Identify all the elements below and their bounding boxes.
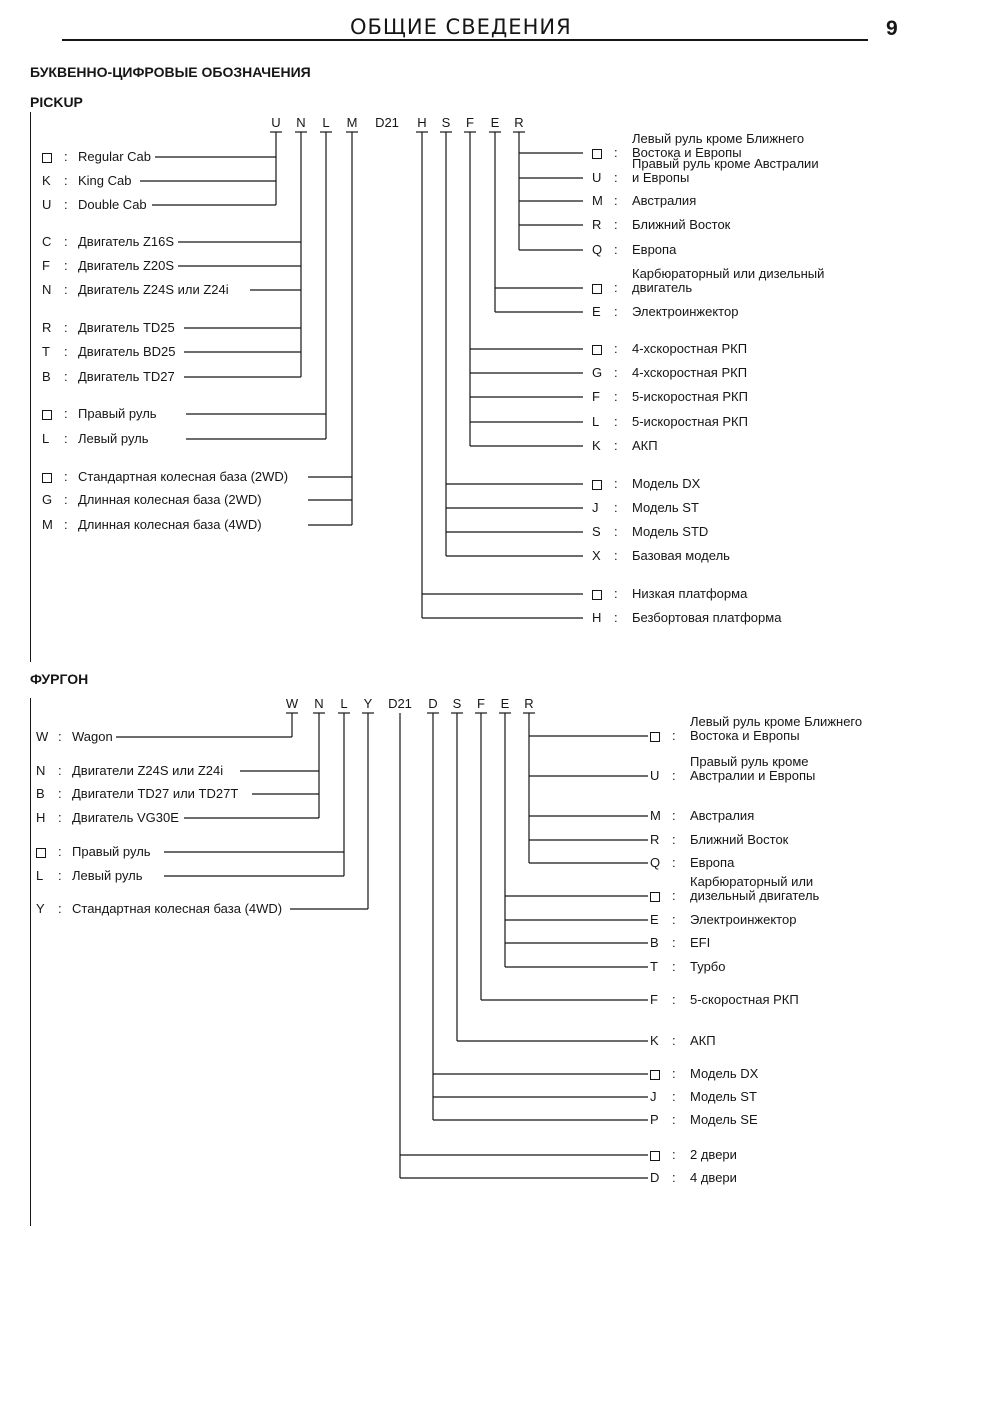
- separator: :: [614, 170, 618, 185]
- option-code: R: [42, 320, 52, 335]
- code-letter: R: [514, 115, 524, 130]
- code-letter: L: [322, 115, 330, 130]
- option-label: Двигатель BD25: [78, 344, 176, 359]
- option-label: Длинная колесная база (4WD): [78, 517, 262, 532]
- option-label: Правый руль: [72, 844, 151, 859]
- option-label: Двигатель TD27: [78, 369, 175, 384]
- separator: :: [614, 365, 618, 380]
- option-label: Модель STD: [632, 524, 709, 539]
- option-code: L: [36, 868, 44, 883]
- code-letter: S: [452, 696, 462, 711]
- option-label: АКП: [632, 438, 658, 453]
- code-letter: N: [296, 115, 306, 130]
- code-letter: D21: [375, 115, 399, 130]
- separator: :: [672, 768, 676, 783]
- separator: :: [672, 912, 676, 927]
- option-label: Низкая платформа: [632, 586, 748, 601]
- option-code: W: [36, 729, 49, 744]
- option-code: K: [650, 1033, 659, 1048]
- option-label: Двигатель Z16S: [78, 234, 175, 249]
- option-code: H: [592, 610, 602, 625]
- option-label: Правый руль кроме Австралии и Европы: [632, 156, 819, 185]
- separator: :: [672, 888, 676, 903]
- option-code: B: [42, 369, 51, 384]
- option-label: Карбюраторный или дизельный двигатель: [632, 266, 825, 295]
- separator: :: [64, 173, 68, 188]
- separator: :: [64, 431, 68, 446]
- option-code: K: [592, 438, 601, 453]
- option-label: АКП: [690, 1033, 716, 1048]
- option-label: Regular Cab: [78, 149, 151, 164]
- option-label: Левый руль: [72, 868, 143, 883]
- option-code: Q: [592, 242, 603, 257]
- separator: :: [672, 935, 676, 950]
- section-heading: БУКВЕННО-ЦИФРОВЫЕ ОБОЗНАЧЕНИЯ: [30, 64, 311, 80]
- van-title: ФУРГОН: [30, 671, 89, 687]
- code-letter: F: [466, 115, 474, 130]
- option-label: EFI: [690, 935, 711, 950]
- separator: :: [614, 280, 618, 295]
- separator: :: [614, 304, 618, 319]
- separator: :: [58, 729, 62, 744]
- option-label: Левый руль кроме Ближнего Востока и Европы: [690, 714, 863, 743]
- option-code: S: [592, 524, 601, 539]
- option-label: Электроинжектор: [632, 304, 739, 319]
- separator: :: [614, 438, 618, 453]
- option-label: Двигатель TD25: [78, 320, 175, 335]
- separator: :: [58, 868, 62, 883]
- option-code: M: [650, 808, 661, 823]
- code-letter: W: [285, 696, 299, 711]
- option-label: 4-хскоростная РКП: [632, 341, 748, 356]
- separator: :: [672, 1089, 676, 1104]
- separator: :: [614, 389, 618, 404]
- option-label: Двигатели TD27 или TD27T: [72, 786, 239, 801]
- separator: :: [614, 500, 618, 515]
- separator: :: [64, 258, 68, 273]
- option-code: Q: [650, 855, 661, 870]
- page-title: ОБЩИЕ СВЕДЕНИЯ: [350, 15, 572, 39]
- separator: :: [672, 832, 676, 847]
- separator: :: [614, 586, 618, 601]
- option-label: 5-искоростная РКП: [632, 414, 748, 429]
- option-code: J: [592, 500, 599, 515]
- option-label: Ближний Восток: [690, 832, 789, 847]
- separator: :: [58, 763, 62, 778]
- code-letter: R: [524, 696, 534, 711]
- code-letter: L: [340, 696, 348, 711]
- option-code: D: [650, 1170, 660, 1185]
- option-label: Двигатель Z24S или Z24i: [78, 282, 229, 297]
- code-letter: F: [477, 696, 485, 711]
- separator: :: [64, 492, 68, 507]
- code-letter: D21: [388, 696, 412, 711]
- option-label: Базовая модель: [632, 548, 730, 563]
- option-label: Двигатель Z20S: [78, 258, 175, 273]
- option-code: F: [592, 389, 600, 404]
- option-code: B: [36, 786, 45, 801]
- option-code: F: [42, 258, 50, 273]
- separator: :: [672, 1170, 676, 1185]
- separator: :: [64, 344, 68, 359]
- option-label: Wagon: [72, 729, 113, 744]
- option-label: Турбо: [690, 959, 726, 974]
- option-label: Double Cab: [78, 197, 147, 212]
- pickup-title: PICKUP: [30, 94, 83, 110]
- option-label: Модель SE: [690, 1112, 758, 1127]
- code-letter: H: [417, 115, 427, 130]
- option-label: Двигатель VG30E: [72, 810, 179, 825]
- option-label: King Cab: [78, 173, 132, 188]
- separator: :: [614, 548, 618, 563]
- option-label: Стандартная колесная база (4WD): [72, 901, 283, 916]
- separator: :: [64, 517, 68, 532]
- option-code: U: [42, 197, 52, 212]
- option-label: Двигатели Z24S или Z24i: [72, 763, 224, 778]
- option-code: U: [650, 768, 660, 783]
- separator: :: [614, 145, 618, 160]
- separator: :: [672, 855, 676, 870]
- option-label: Австралия: [690, 808, 755, 823]
- option-label: 4-хскоростная РКП: [632, 365, 748, 380]
- option-label: Европа: [632, 242, 677, 257]
- option-code: N: [36, 763, 46, 778]
- separator: :: [672, 728, 676, 743]
- code-letter: S: [441, 115, 451, 130]
- option-code: P: [650, 1112, 659, 1127]
- option-code: L: [42, 431, 50, 446]
- option-code: T: [42, 344, 50, 359]
- option-code: E: [592, 304, 601, 319]
- separator: :: [64, 369, 68, 384]
- separator: :: [614, 476, 618, 491]
- option-label: Модель DX: [690, 1066, 759, 1081]
- option-code: H: [36, 810, 46, 825]
- separator: :: [58, 901, 62, 916]
- option-code: T: [650, 959, 658, 974]
- option-code: G: [592, 365, 603, 380]
- separator: :: [614, 217, 618, 232]
- separator: :: [58, 786, 62, 801]
- separator: :: [64, 406, 68, 421]
- option-code: R: [592, 217, 602, 232]
- option-code: N: [42, 282, 52, 297]
- option-label: 2 двери: [690, 1147, 737, 1162]
- option-code: F: [650, 992, 658, 1007]
- option-label: Европа: [690, 855, 735, 870]
- code-letter: M: [346, 115, 358, 130]
- separator: :: [64, 320, 68, 335]
- option-code: C: [42, 234, 52, 249]
- separator: :: [672, 1066, 676, 1081]
- separator: :: [614, 414, 618, 429]
- option-label: 5-искоростная РКП: [632, 389, 748, 404]
- option-label: Стандартная колесная база (2WD): [78, 469, 289, 484]
- option-label: Безбортовая платформа: [632, 610, 782, 625]
- option-code: X: [592, 548, 601, 563]
- separator: :: [64, 469, 68, 484]
- option-code: R: [650, 832, 660, 847]
- option-label: Длинная колесная база (2WD): [78, 492, 262, 507]
- separator: :: [614, 341, 618, 356]
- code-letter: E: [490, 115, 500, 130]
- option-code: E: [650, 912, 659, 927]
- option-code: G: [42, 492, 53, 507]
- option-code: M: [592, 193, 603, 208]
- separator: :: [614, 242, 618, 257]
- separator: :: [58, 810, 62, 825]
- option-code: Y: [36, 901, 45, 916]
- option-label: Модель DX: [632, 476, 701, 491]
- option-label: Электроинжектор: [690, 912, 797, 927]
- option-label: Карбюраторный или дизельный двигатель: [690, 874, 820, 903]
- separator: :: [672, 808, 676, 823]
- option-code: K: [42, 173, 51, 188]
- option-code: B: [650, 935, 659, 950]
- code-letter: N: [314, 696, 324, 711]
- option-label: Ближний Восток: [632, 217, 731, 232]
- code-letter: U: [271, 115, 281, 130]
- separator: :: [64, 282, 68, 297]
- option-label: Правый руль: [78, 406, 157, 421]
- option-code: J: [650, 1089, 657, 1104]
- option-code: M: [42, 517, 53, 532]
- separator: :: [672, 959, 676, 974]
- separator: :: [672, 1033, 676, 1048]
- separator: :: [64, 197, 68, 212]
- option-code: L: [592, 414, 600, 429]
- option-label: Австралия: [632, 193, 697, 208]
- option-code: U: [592, 170, 602, 185]
- separator: :: [672, 992, 676, 1007]
- separator: :: [58, 844, 62, 859]
- option-label: Правый руль кроме Австралии и Европы: [690, 754, 816, 783]
- option-label: 4 двери: [690, 1170, 737, 1185]
- option-label: Левый руль кроме Ближнего Востока и Европы: [632, 131, 805, 160]
- page-number: 9: [886, 17, 898, 40]
- option-label: Модель ST: [690, 1089, 757, 1104]
- option-label: Левый руль: [78, 431, 149, 446]
- separator: :: [672, 1112, 676, 1127]
- option-label: Модель ST: [632, 500, 699, 515]
- separator: :: [614, 524, 618, 539]
- option-label: 5-скоростная РКП: [690, 992, 799, 1007]
- code-letter: D: [428, 696, 438, 711]
- separator: :: [614, 610, 618, 625]
- separator: :: [614, 193, 618, 208]
- code-letter: E: [500, 696, 510, 711]
- separator: :: [64, 234, 68, 249]
- separator: :: [672, 1147, 676, 1162]
- code-letter: Y: [363, 696, 373, 711]
- separator: :: [64, 149, 68, 164]
